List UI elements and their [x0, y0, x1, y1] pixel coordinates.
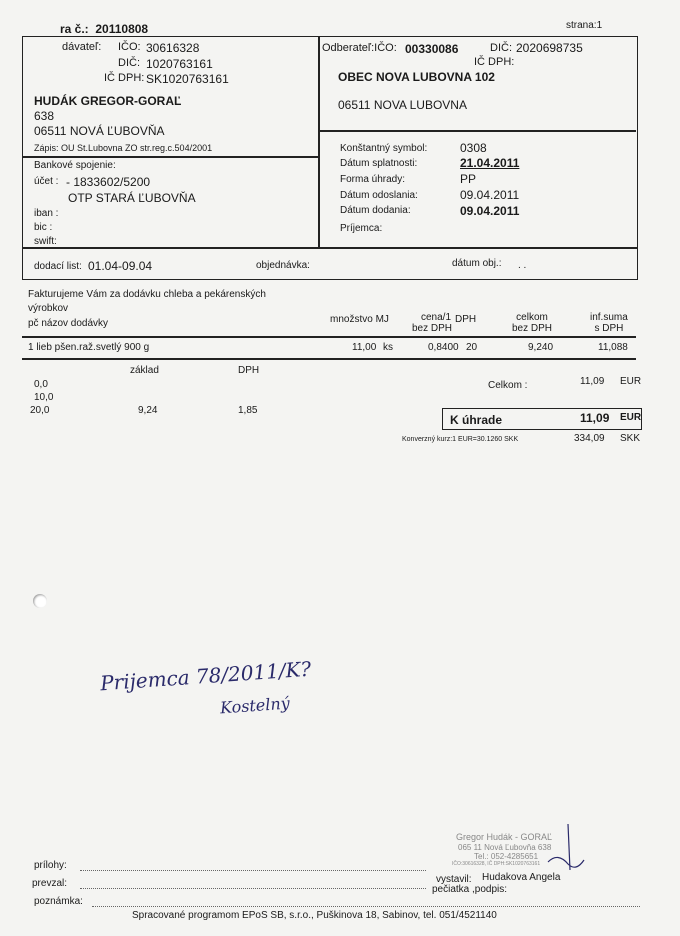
conversion-rate: Konverzný kurz:1 EUR=30.1260 SKK	[402, 436, 519, 443]
customer-name: OBEC NOVA LUBOVNA 102	[338, 70, 495, 84]
bic-label: bic :	[34, 222, 53, 233]
vat-base-header: základ	[130, 365, 159, 376]
supplier-icdph: SK1020763161	[146, 72, 229, 86]
row-price: 0,8400	[428, 342, 459, 353]
to-pay-amount: 11,09	[580, 411, 610, 425]
handwritten-signature: Kostelný	[219, 693, 291, 718]
sent-date: 09.04.2011	[460, 188, 520, 202]
row-inf: 11,088	[598, 342, 628, 353]
stamp-phone: Tel.: 052-4285651	[474, 852, 539, 861]
customer-dic: 2020698735	[516, 41, 583, 55]
to-pay-currency: EUR	[620, 412, 642, 423]
account-number: - 1833602/5200	[66, 175, 151, 189]
bank-label: Bankové spojenie:	[34, 160, 116, 171]
const-symbol-label: Konštantný symbol:	[340, 143, 428, 154]
handwritten-note: Prijemca 78/2011/K?	[99, 656, 312, 696]
customer-label: Odberateľ:IČO:	[322, 42, 397, 54]
issued-by: Hudakova Angela	[482, 872, 561, 883]
table-bottom-rule	[22, 358, 636, 360]
swift-label: swift:	[34, 236, 57, 247]
to-pay-label: K úhrade	[450, 413, 503, 427]
col-header-name: pč názov dodávky	[28, 318, 109, 329]
vat-rate-20: 20,0	[30, 405, 50, 416]
delivery-date-label: Dátum dodania:	[340, 205, 411, 216]
supplier-dic-label: DIČ:	[118, 57, 140, 69]
recipient-label: Príjemca:	[340, 223, 383, 234]
customer-ico: 00330086	[405, 42, 459, 56]
attachments-line	[80, 870, 426, 871]
supplier-ico-label: IČO:	[118, 41, 141, 53]
vat-rate-10: 10,0	[34, 392, 54, 403]
col-header-vat: DPH	[455, 314, 477, 325]
order-date: . .	[518, 260, 527, 271]
supplier-name: HUDÁK GREGOR-GORAĽ	[34, 94, 182, 108]
iban-label: iban :	[34, 208, 59, 219]
page-indicator: strana:1	[566, 20, 603, 31]
col-header-price: cena/1 bez DPH	[412, 312, 453, 334]
note-label: poznámka:	[34, 896, 83, 907]
payment-form: PP	[460, 172, 477, 186]
customer-dic-label: DIČ:	[490, 42, 512, 54]
vat-amount-20: 1,85	[238, 405, 258, 416]
customer-icdph-label: IČ DPH:	[474, 56, 515, 68]
signature-scribble	[538, 822, 588, 874]
const-symbol: 0308	[460, 141, 487, 155]
header-box	[22, 36, 638, 248]
account-label: účet :	[34, 176, 59, 187]
stamp-ids: IČO:30616328, IČ DPH:SK1020763161	[452, 861, 541, 867]
due-date-label: Dátum splatnosti:	[340, 158, 418, 169]
supplier-street: 638	[34, 109, 55, 123]
note-line	[92, 906, 640, 907]
supplier-label: dávateľ:	[62, 41, 102, 53]
delivery-date: 09.04.2011	[460, 204, 520, 218]
payment-form-label: Forma úhrady:	[340, 174, 406, 185]
delivery-note-label: dodací list:	[34, 261, 82, 272]
table-top-rule	[22, 336, 636, 338]
header-divider	[318, 36, 320, 248]
intro-line-1: Fakturujeme Vám za dodávku chleba a pekárenských	[28, 289, 266, 300]
supplier-dic: 1020763161	[146, 57, 213, 71]
invoice-label: ra č.: 20110808	[60, 22, 149, 36]
row-total: 9,240	[528, 342, 554, 353]
customer-city: 06511 NOVA LUBOVNA	[338, 98, 467, 112]
invoice-number: 20110808	[95, 22, 149, 36]
order-date-label: dátum obj.:	[452, 258, 502, 269]
col-header-inf: inf.suma s DPH	[590, 312, 628, 334]
supplier-icdph-label: IČ DPH:	[104, 72, 145, 84]
supplier-register: Zápis: OU St.Lubovna ZO str.reg.c.504/2001	[34, 143, 213, 153]
delivery-note: 01.04-09.04	[88, 259, 153, 273]
issued-by-label: vystavil:	[436, 874, 472, 885]
order-label: objednávka:	[256, 260, 310, 271]
received-by-label: prevzal:	[32, 878, 68, 889]
col-header-total: celkom bez DPH	[512, 312, 553, 334]
software-credit: Spracované programom EPoS SB, s.r.o., Puškinova 18, Sabinov, tel. 051/4521140	[132, 910, 497, 921]
stamp-address: 065 11 Nová Ľubovňa 638	[458, 843, 552, 852]
customer-divider	[318, 130, 636, 132]
skk-currency: SKK	[620, 433, 641, 444]
bank-name: OTP STARÁ ĽUBOVŇA	[68, 191, 196, 205]
row-mj: ks	[383, 342, 393, 353]
vat-amount-header: DPH	[238, 365, 260, 376]
total-currency: EUR	[620, 376, 642, 387]
col-header-qty: množstvo MJ	[330, 314, 389, 325]
stamp-name: Gregor Hudák - GORAĽ	[456, 832, 553, 842]
punch-hole	[33, 594, 47, 608]
stamp-signature-label: pečiatka ,podpis:	[432, 884, 508, 895]
due-date: 21.04.2011	[460, 156, 520, 170]
total-label: Celkom :	[488, 380, 528, 391]
vat-base-20: 9,24	[138, 405, 158, 416]
attachments-label: prílohy:	[34, 860, 67, 871]
intro-line-2: výrobkov	[28, 303, 69, 314]
supplier-ico: 30616328	[146, 41, 200, 55]
vat-rate-0: 0,0	[34, 379, 48, 390]
skk-amount: 334,09	[574, 433, 605, 444]
sent-date-label: Dátum odoslania:	[340, 190, 418, 201]
row-name: 1 lieb pšen.raž.svetlý 900 g	[28, 342, 150, 353]
bank-divider	[22, 156, 318, 158]
row-qty: 11,00	[352, 342, 377, 353]
total-amount: 11,09	[580, 376, 605, 387]
supplier-city: 06511 NOVÁ ĽUBOVŇA	[34, 124, 165, 138]
row-vat: 20	[466, 342, 478, 353]
received-by-line	[80, 888, 426, 889]
